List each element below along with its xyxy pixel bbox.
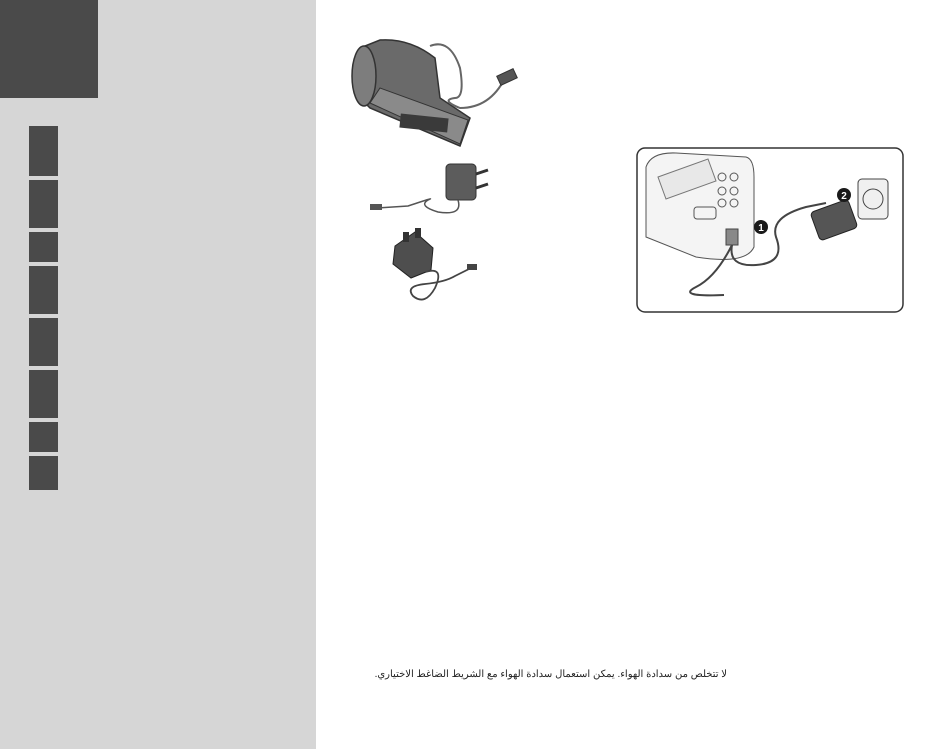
step-1-label: 1 [758,223,764,234]
section-tab-6[interactable] [29,370,58,418]
step-2-label: 2 [841,191,847,202]
section-tab-7[interactable] [29,422,58,452]
ac-adapter-eu-plug-icon [368,156,498,222]
corner-block [0,0,98,98]
section-tab-3[interactable] [29,232,58,262]
section-tab-4[interactable] [29,266,58,314]
ac-adapter-uk-plug-icon [385,226,485,312]
air-plug-note: لا تتخلص من سدادة الهواء. يمكن استعمال سدادة الهواء مع الشريط الضاغط الاختياري. [374,669,727,680]
section-tab-2[interactable] [29,180,58,228]
section-tab-1[interactable] [29,126,58,176]
section-tab-5[interactable] [29,318,58,366]
sidebar [0,0,316,749]
blood-pressure-cuff-icon [340,28,530,150]
section-tab-active[interactable] [29,456,58,490]
adapter-connection-diagram-icon [636,147,904,313]
